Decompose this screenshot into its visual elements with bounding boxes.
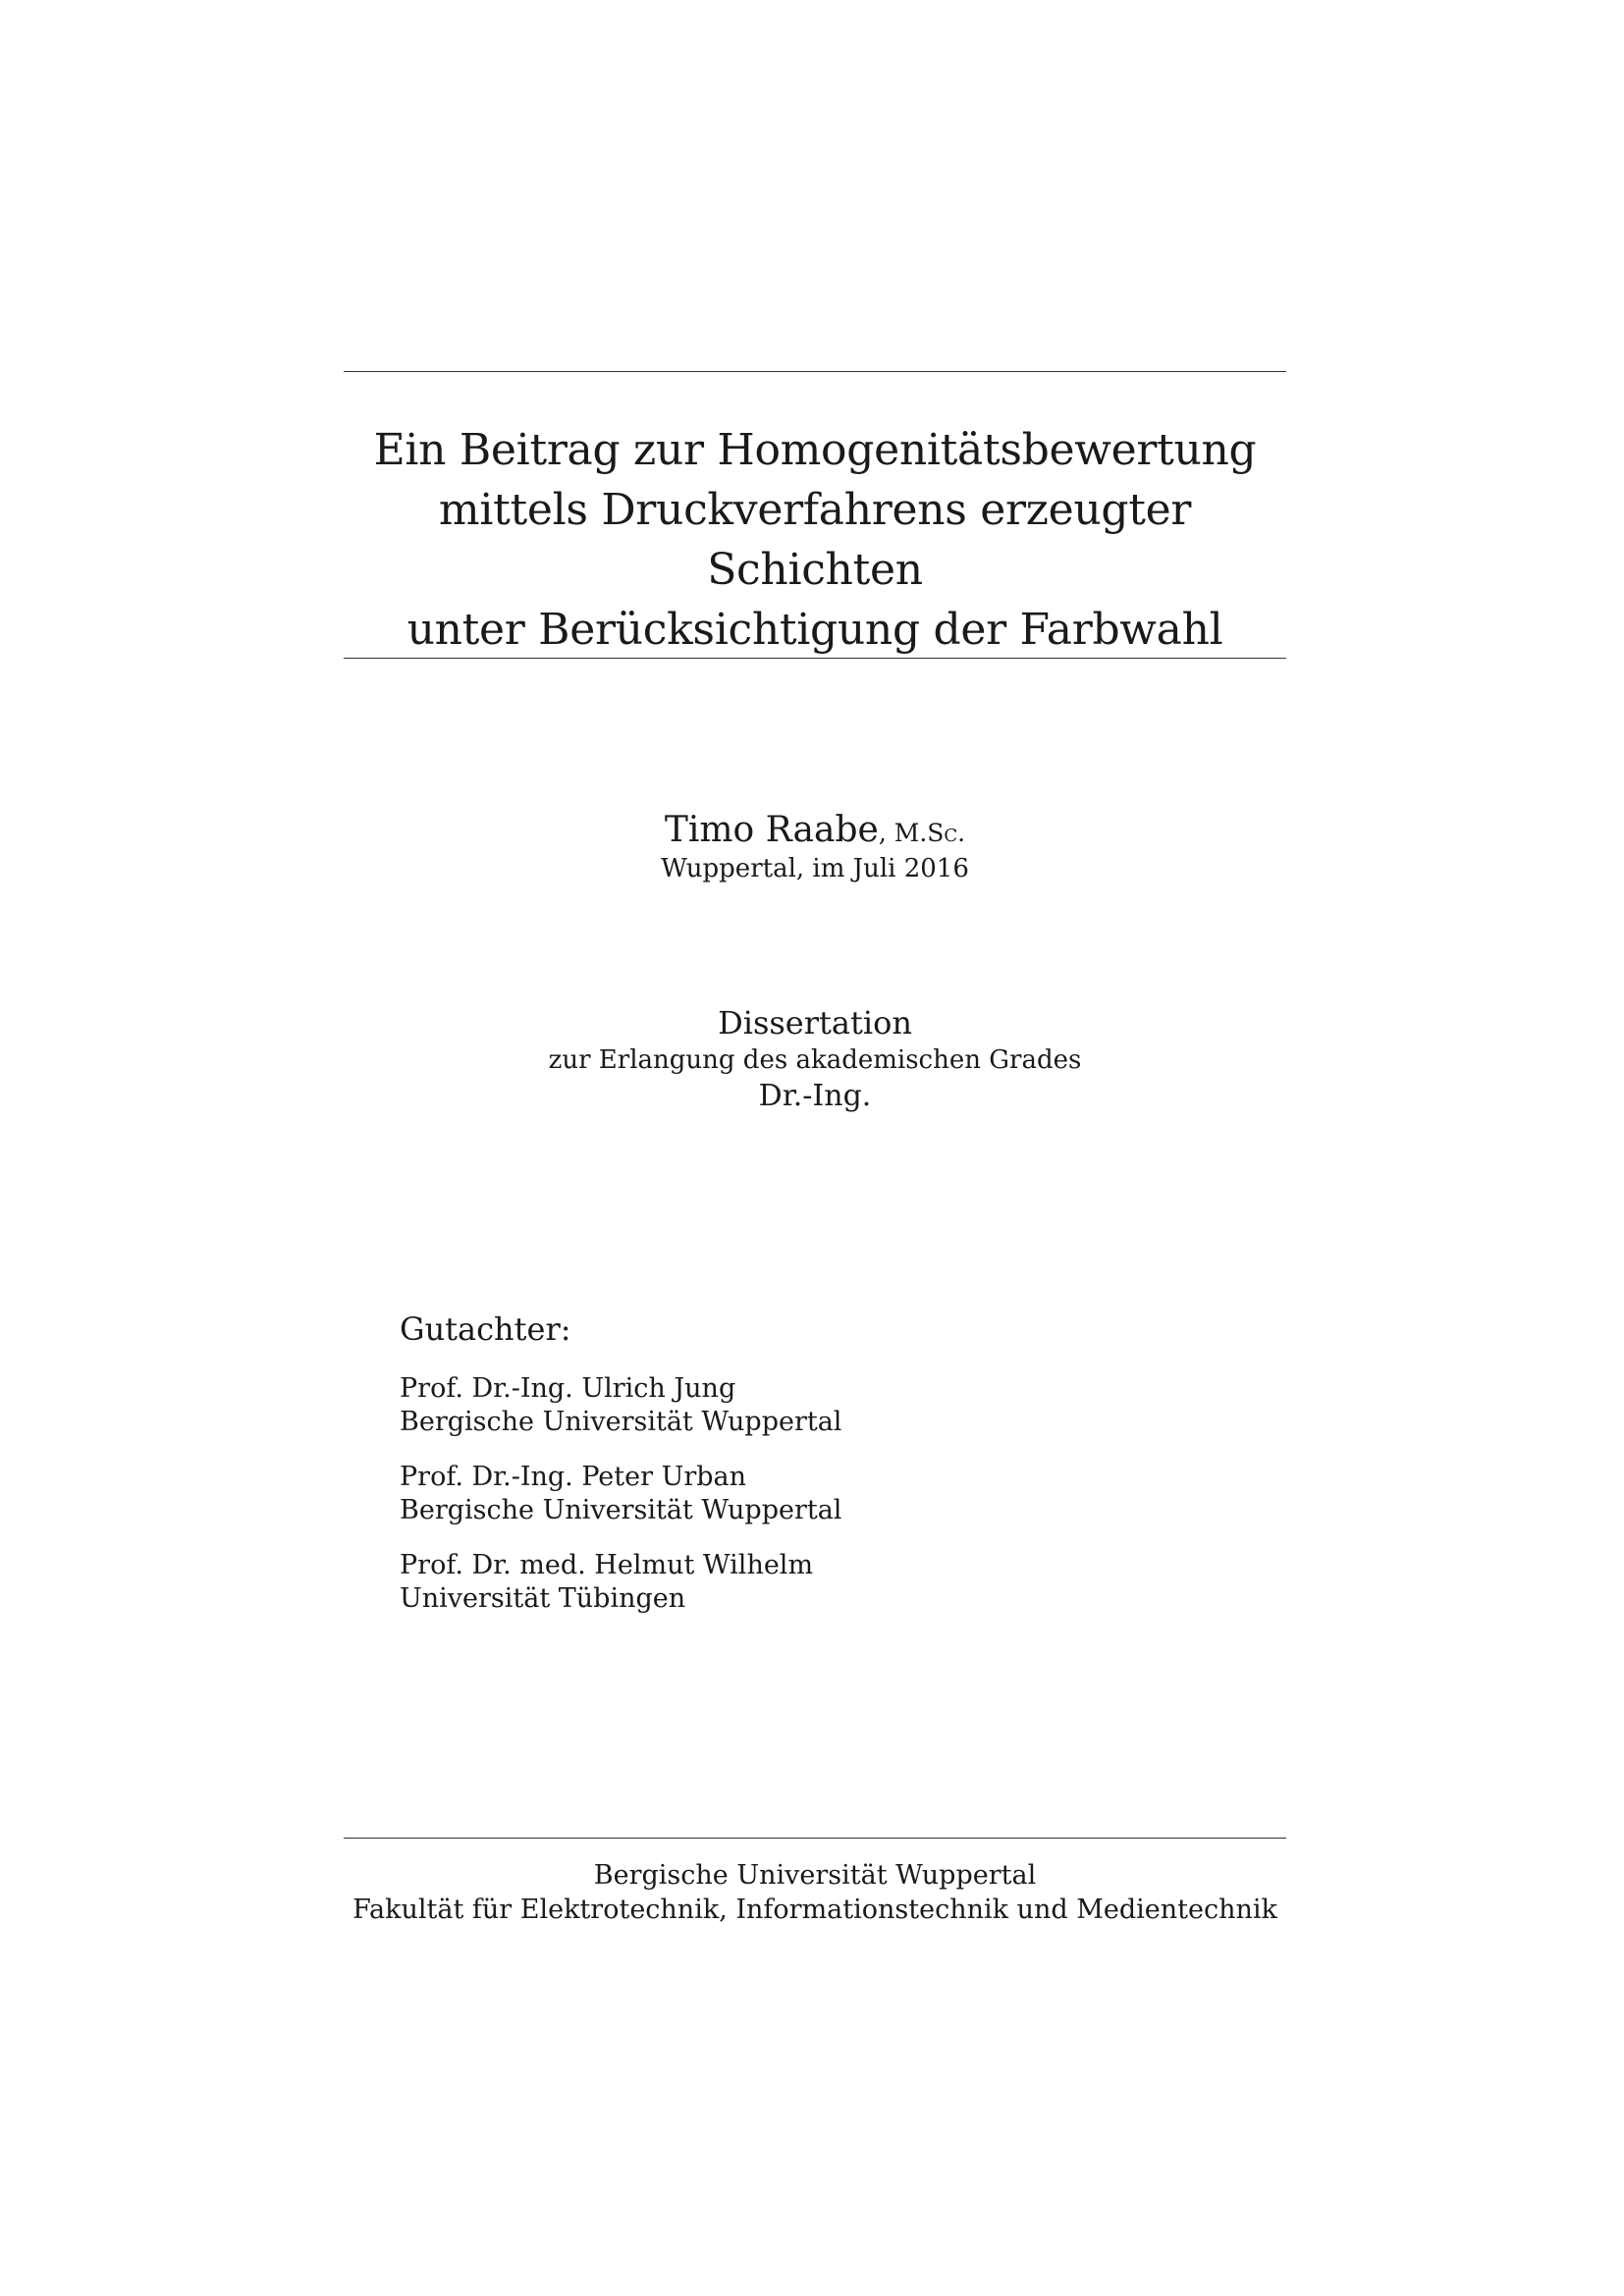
title-line: Ein Beitrag zur Homogenitätsbewertung [373,425,1257,475]
dissertation-subtitle: zur Erlangung des akademischen Grades [548,1045,1082,1075]
dissertation-title: Dissertation [718,1004,912,1041]
referees-heading: Gutachter: [400,1310,571,1348]
author-name: Timo Raabe [664,810,879,850]
footer-faculty: Fakultät für Elektrotechnik, Informationstechnik und Medientechnik [352,1895,1277,1925]
author-line [344,809,1286,852]
referee-institution: Bergische Universität Wuppertal [400,1407,842,1437]
referee-name: Prof. Dr. med. Helmut Wilhelm [400,1550,814,1580]
referee-name: Prof. Dr.-Ing. Peter Urban [400,1462,747,1492]
dissertation-block [344,1001,1286,1117]
top-rule [344,371,1286,372]
thesis-title [344,420,1286,660]
author-block [344,809,1286,885]
place-date: Wuppertal, im Juli 2016 [661,854,969,883]
referee-entry [400,1461,1185,1527]
title-bottom-rule [344,658,1286,659]
footer-block [344,1858,1286,1927]
footer-university: Bergische Universität Wuppertal [593,1860,1037,1891]
title-line: unter Berücksichtigung der Farbwahl [406,605,1223,655]
academic-degree: Dr.-Ing. [758,1079,872,1113]
referee-institution: Bergische Universität Wuppertal [400,1495,842,1525]
referee-entry [400,1549,1185,1616]
referee-name: Prof. Dr.-Ing. Ulrich Jung [400,1373,736,1404]
referees-block [400,1309,1185,1637]
footer-rule [344,1838,1286,1839]
title-line: mittels Druckverfahrens erzeugter Schichten [438,485,1192,595]
referee-institution: Universität Tübingen [400,1583,686,1614]
author-degree: , M.Sc. [878,819,966,847]
referee-entry [400,1372,1185,1439]
